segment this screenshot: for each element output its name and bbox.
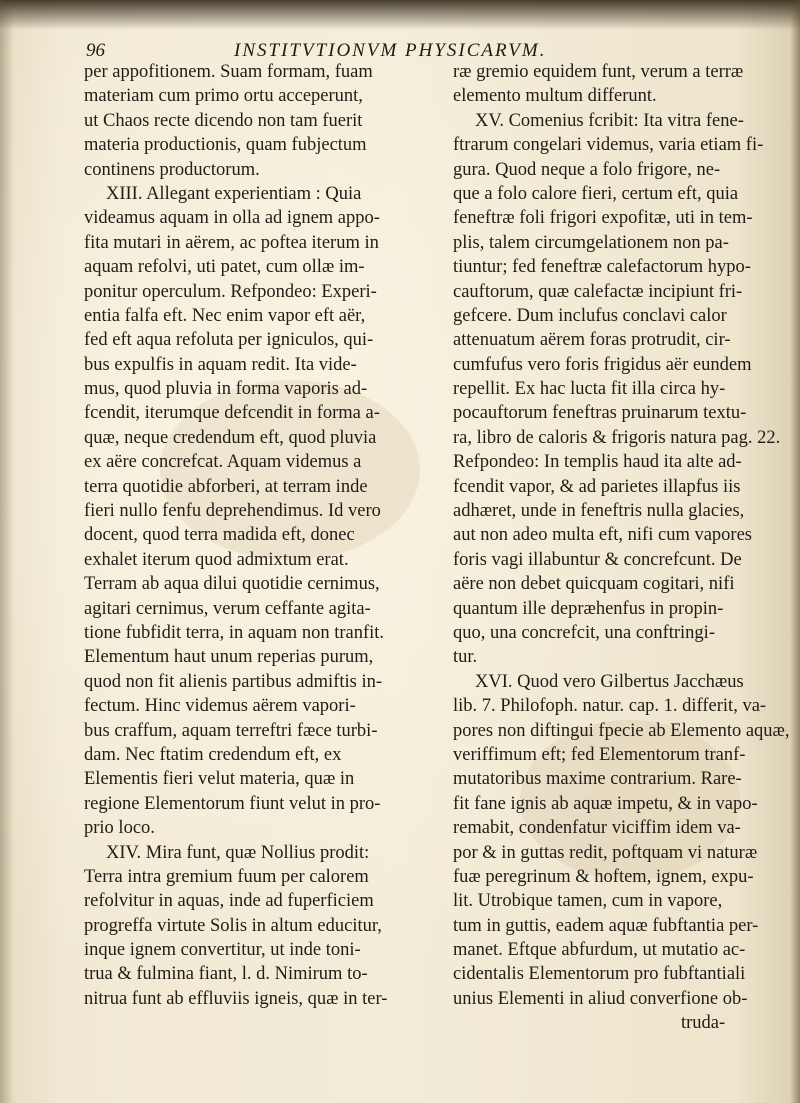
text-line: mus, quod pluvia in forma vaporis ad-: [84, 379, 368, 400]
text-line: ut Chaos recte dicendo non tam fuerit: [84, 110, 363, 131]
text-line: gefcere. Dum inclufus conclavi calor: [453, 305, 727, 326]
text-line: plis, talem circumgelationem non pa-: [453, 232, 729, 253]
section-heading-line: XIV. Mira funt, quæ Nollius prodit:: [106, 842, 370, 863]
section-heading-line: XIII. Allegant experientiam : Quia: [106, 183, 362, 204]
text-line: tiuntur; fed feneftræ calefactorum hypo-: [453, 257, 751, 278]
text-line: Elementum haut unum reperias purum,: [84, 647, 374, 668]
text-line: Elementis fieri velut materia, quæ in: [84, 769, 355, 790]
page-left-edge: [0, 0, 14, 1103]
text-line: cumfufus vero foris frigidus aër eundem: [453, 354, 752, 375]
section-heading-line: XV. Comenius fcribit: Ita vitra fene-: [475, 110, 744, 131]
text-line: aëre non debet quicquam cogitari, nifi: [453, 574, 735, 595]
text-line: feneftræ foli frigori expofitæ, uti in tem-: [453, 208, 753, 229]
text-line: fieri nullo fenfu deprehendimus. Id vero: [84, 501, 381, 522]
text-line: per appofitionem. Suam formam, fuam: [84, 62, 373, 82]
text-line: fcendit vapor, & ad parietes illapfus iis: [453, 476, 741, 497]
text-line: lit. Utrobique tamen, cum in vapore,: [453, 891, 723, 912]
text-line: fit fane ignis ab aquæ impetu, & in vapo-: [453, 793, 758, 814]
text-line: regione Elementorum fiunt velut in pro-: [84, 793, 381, 814]
text-line: manet. Eftque abfurdum, ut mutatio ac-: [453, 940, 746, 961]
text-line: gura. Quod neque a folo frigore, ne-: [453, 159, 721, 180]
text-line: tione fubfidit terra, in aquam non tranfit.: [84, 622, 385, 643]
text-line: lib. 7. Philofoph. natur. cap. 1. differit, va-: [453, 696, 767, 717]
text-line: fcendit, iterumque defcendit in forma a-: [84, 403, 380, 424]
text-line: foris vagi illabuntur & concrefcunt. De: [453, 549, 742, 570]
section-heading-line: XVI. Quod vero Gilbertus Jacchæus: [475, 671, 744, 692]
text-line: materia productionis, quam fubjectum: [84, 135, 367, 156]
text-line: que a folo calore fieri, certum eft, quia: [453, 183, 739, 204]
catchword: truda-: [681, 1013, 726, 1034]
text-line: pocauftorum feneftras pruinarum textu-: [453, 403, 747, 424]
text-line: fectum. Hinc videmus aërem vapori-: [84, 696, 356, 717]
text-line: ex aëre concrefcat. Aquam videmus a: [84, 452, 362, 473]
text-line: por & in guttas redit, poftquam vi naturæ: [453, 842, 758, 863]
text-line: bus expulfis in aquam redit. Ita vide-: [84, 354, 357, 375]
left-text-column: [84, 60, 438, 1011]
text-line: pores non diftingui fpecie ab Elemento aquæ,: [453, 720, 790, 741]
text-line: aut non adeo multa eft, nifi cum vapores: [453, 525, 752, 546]
text-line: docent, quod terra madida eft, donec: [84, 525, 355, 546]
text-line: tum in guttis, eadem aquæ fubftantia per-: [453, 915, 759, 936]
text-line: cauftorum, quæ calefactæ incipiunt fri-: [453, 281, 743, 302]
text-line: continens productorum.: [84, 159, 260, 180]
text-line: quæ, neque credendum eft, quod pluvia: [84, 427, 377, 448]
text-line: ftrarum congelari videmus, varia etiam fi-: [453, 135, 764, 156]
text-line: ra, libro de caloris & frigoris natura pag. 22.: [453, 427, 781, 448]
text-line: fuæ peregrinum & hoftem, ignem, expu-: [453, 866, 754, 887]
text-line: ponitur operculum. Refpondeo: Experi-: [84, 281, 377, 302]
text-line: Terra intra gremium fuum per calorem: [84, 866, 369, 887]
text-line: Refpondeo: In templis haud ita alte ad-: [453, 452, 742, 473]
text-line: veriffimum eft; fed Elementorum tranf-: [453, 744, 746, 765]
text-line: videamus aquam in olla ad ignem appo-: [84, 208, 380, 229]
text-line: exhalet iterum quod admixtum erat.: [84, 549, 349, 570]
text-line: prio loco.: [84, 818, 155, 839]
text-line: quod non fit alienis partibus admiftis in-: [84, 671, 383, 692]
text-line: quantum ille depræhenfus in propin-: [453, 598, 724, 619]
text-line: adhæret, unde in feneftris nulla glacies,: [453, 501, 745, 522]
text-line: entia falfa eft. Nec enim vapor eft aër,: [84, 305, 366, 326]
text-line: materiam cum primo ortu acceperunt,: [84, 86, 363, 107]
text-line: elemento multum differunt.: [453, 86, 657, 107]
text-line: agitari cernimus, verum ceffante agita-: [84, 598, 371, 619]
text-line: mutatoribus maxime contrarium. Rare-: [453, 769, 742, 790]
page-top-shadow: [0, 0, 800, 30]
text-line: quo, una concrefcit, una conftringi-: [453, 622, 715, 643]
text-line: fita mutari in aërem, ac poftea iterum in: [84, 232, 379, 253]
text-line: refolvitur in aquas, inde ad fuperficiem: [84, 891, 374, 912]
text-line: bus craffum, aquam terreftri fæce turbi-: [84, 720, 378, 741]
text-line: nitrua funt ab effluviis igneis, quæ in ter-: [84, 988, 388, 1009]
text-line: unius Elementi in aliud converfione ob-: [453, 988, 748, 1009]
text-line: trua & fulmina fiant, l. d. Nimirum to-: [84, 964, 368, 985]
text-line: aquam refolvi, uti patet, cum ollæ im-: [84, 257, 365, 278]
text-line: dam. Nec ftatim credendum eft, ex: [84, 744, 342, 765]
text-line: Terram ab aqua dilui quotidie cernimus,: [84, 574, 380, 595]
text-line: ræ gremio equidem funt, verum a terræ: [453, 62, 744, 82]
running-title: INSTITVTIONVM PHYSICARVM.: [234, 40, 547, 61]
text-line: remabit, condenfatur viciffim idem va-: [453, 818, 741, 839]
text-line: repellit. Ex hac lucta fit illa circa hy-: [453, 379, 726, 400]
text-line: attenuatum aërem foras protrudit, cir-: [453, 330, 731, 351]
text-line: terra quotidie abforberi, at terram inde: [84, 476, 368, 497]
text-line: cidentalis Elementorum pro fubftantiali: [453, 964, 746, 985]
right-text-column: [453, 60, 798, 1036]
text-line: progreffa virtute Solis in altum educitur,: [84, 915, 382, 936]
text-line: inque ignem convertitur, ut inde toni-: [84, 940, 361, 961]
text-line: tur.: [453, 647, 478, 668]
text-line: fed eft aqua refoluta per igniculos, qui-: [84, 330, 374, 351]
page-number: 96: [86, 40, 105, 61]
